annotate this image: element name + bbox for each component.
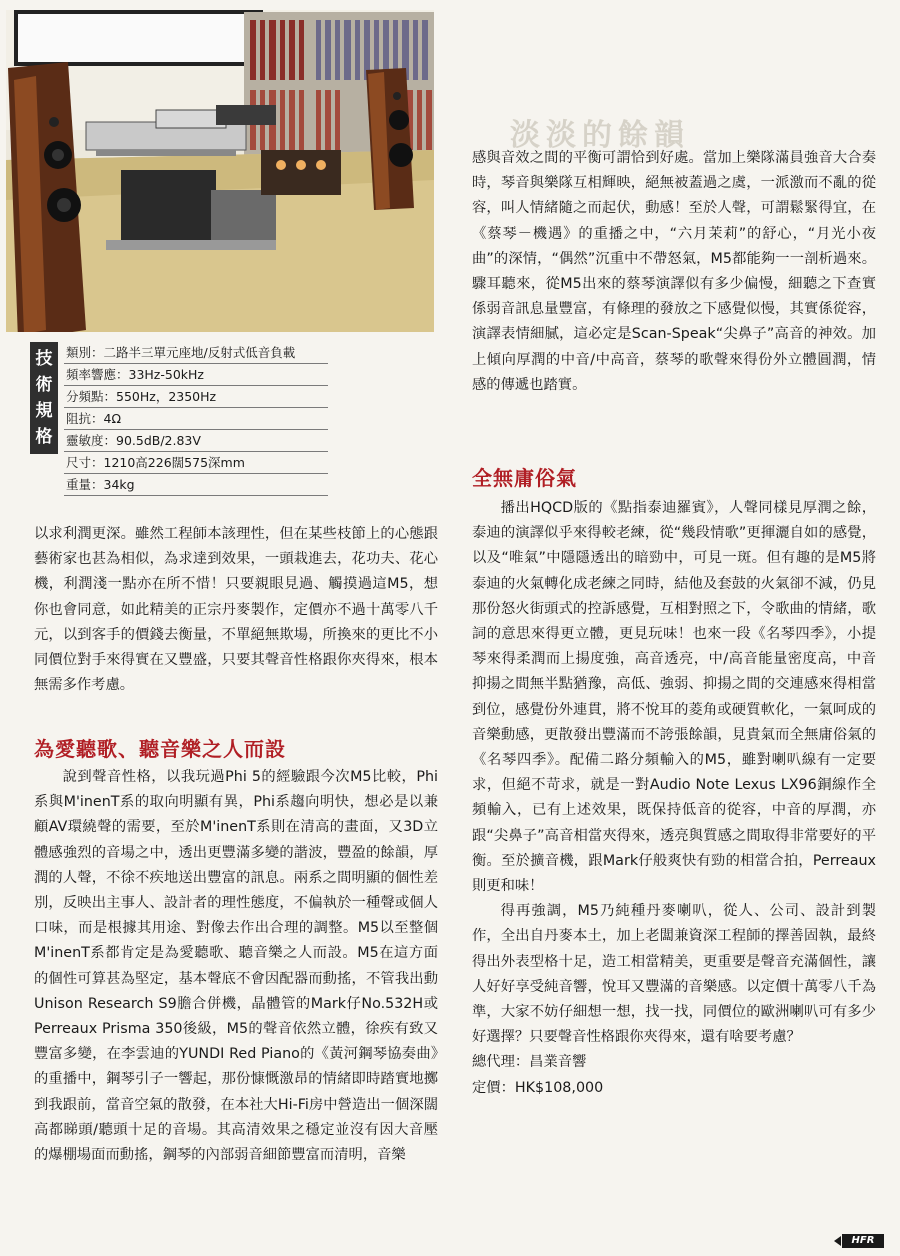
spec-list bbox=[64, 342, 328, 496]
spec-frequency: 頻率響應：33Hz-50kHz bbox=[64, 364, 328, 386]
listening-room-photo bbox=[6, 10, 434, 332]
paragraph: 得再強調，M5乃純種丹麥喇叭，從人、公司、設計到製作，全出自丹麥本土，加上老闆兼資深工程師的擇善固執，最終得出外表型格十足，造工相當精美，更重要是聲音充滿個性，讓人好好享受純音響，悅耳又豐滿的音樂感。以定價十萬零八千為準，大家不妨仔細想一想，找一找，同價位的歐洲喇叭可有多少好選擇？只要聲音性格跟你夾得來，還有啥要考慮？ bbox=[472, 903, 876, 1046]
spec-badge-char: 規 bbox=[35, 401, 53, 421]
left-body bbox=[34, 765, 438, 1168]
section-heading-left: 為愛聽歌、聽音樂之人而設 bbox=[34, 737, 286, 761]
spec-type: 類別：二路半三單元座地/反射式低音負載 bbox=[64, 342, 328, 364]
spec-badge-char: 術 bbox=[35, 375, 53, 395]
price-line: 定價：HK$108,000 bbox=[472, 1079, 604, 1096]
paragraph: 以求利潤更深。雖然工程師本該理性，但在某些枝節上的心態跟藝術家也甚為相似，為求達到效果，一頭栽進去，花功夫、花心機，利潤淺一點亦在所不惜！只要親眼見過、觸摸過這M5，想你也會同意，如此精美的正宗丹麥製作，定價亦不過十萬零八千元，以到客手的價錢去衡量，不單絕無欺場，所換來的更比不小同價位對手來得實在又豐盛，只要其聲音性格跟你夾得來，根本無需多作考慮。 bbox=[34, 526, 438, 694]
paragraph: 播出HQCD版的《點指泰迪羅賓》，人聲同樣見厚潤之餘，泰迪的演譯似乎來得較老練，從“幾段情歌”更揮灑自如的感覺，以及“唯氣”中隱隱透出的暗勁中，可見一斑。但有趣的是M5將泰迪的火氣轉化成老練之同時，結他及套鼓的火氣卻不減，仍見那份怒火街頭式的控訴感覺，互相對照之下，令歌曲的情緒，歌詞的意思來得更立體，更見玩味！也來一段《名琴四季》，小提琴來得柔潤而上揚度強，高音透亮，中/高音能量密度高，中音抑揚之間無半點猶豫，高低、強弱、抑揚之間的交連感來得相當到位，感覺份外連貫，將不悅耳的菱角或硬質軟化，一氣呵成的音樂動感，更散發出豐滿而不誇張餘韻，見貴氣而全無庸俗氣的《名琴四季》。配備二路分頻輸入的M5，雖對喇叭線有一定要求，但絕不苛求，就是一對Audio Note Lexus LX96銅線作全頻輸入，已有上述效果，既保持低音的從容，中音的厚潤，亦跟“尖鼻子”高音相當夾得來，透亮與質感之間取得非常要好的平衡。至於擴音機，跟Mark仔般爽快有勁的相當合拍，Perreaux則更和味！ bbox=[472, 500, 876, 895]
magazine-logo: HFR bbox=[842, 1234, 884, 1248]
tech-spec-box bbox=[30, 342, 330, 490]
section-heading-right: 全無庸俗氣 bbox=[472, 466, 577, 490]
right-body bbox=[472, 496, 876, 1101]
spec-badge-char: 格 bbox=[35, 427, 53, 447]
paragraph: 說到聲音性格，以我玩過Phi 5的經驗跟今次M5比較，Phi系與M'inenT系的取向明顯有異，Phi系趨向明快，想必是以兼顧AV環繞聲的需要，至於M'inenT系則在清高的畫面，又3D立體感強烈的音場之中，透出更豐滿多變的諧波，豐盈的餘韻，厚潤的人聲，不徐不疾地送出豐富的訊息。兩系之間明顯的個性差別，反映出主事人、設計者的理性態度，不偏執於一種聲或個人口味，而是根據其用途、對像去作出合理的調整。M5以至整個M'inenT系都肯定是為愛聽歌、聽音樂之人而設。M5在這方面的個性可算甚為堅定，基本聲底不會因配器而動搖，不管我出動Unison Research S9膽合併機，晶體管的Mark仔No.532H或Perreaux Prisma 350後級，M5的聲音依然立體，徐疾有致又豐富多變，在李雲迪的YUNDI Red Piano的《黃河鋼琴協奏曲》的重播中，鋼琴引子一響起，那份慷慨激昂的情緒即時踏實地擲到我跟前，當音空氣的散發，在本社大Hi-Fi房中營造出一個深闊高都睇頭/聽頭十足的音場。其高清效果之穩定並沒有因大音壓的爆棚場面而動搖，鋼琴的內部弱音細節豐富而清明，音樂 bbox=[34, 769, 438, 1164]
paragraph: 感與音效之間的平衡可謂恰到好處。當加上樂隊滿員強音大合奏時，琴音與樂隊互相輝映，絕無被蓋過之虞，一派激而不亂的從容，叫人情緒隨之而起伏，動感！至於人聲，可謂鬆緊得宜，在《蔡琴－機遇》的重播之中，“六月茉莉”的舒心，“月光小夜曲”的深情，“偶然”沉重中不帶怒氣，M5都能夠一一剖析過來。驟耳聽來，從M5出來的蔡琴演譯似有多少偏慢，細聽之下查實係弱音訊息量豐富，有條理的發放之下感覺似慢，其實係從容，演譯表情細膩，這必定是Scan-Speak“尖鼻子”高音的神效。加上傾向厚潤的中音/中高音，蔡琴的歌聲來得份外立體圓潤，情感的傳遞也踏實。 bbox=[472, 150, 876, 393]
right-top-paragraph bbox=[472, 146, 876, 398]
spec-badge-char: 技 bbox=[35, 349, 53, 369]
spec-sensitivity: 靈敏度：90.5dB/2.83V bbox=[64, 430, 328, 452]
spec-weight: 重量：34kg bbox=[64, 474, 328, 496]
arrow-icon bbox=[834, 1236, 841, 1246]
distributor-line: 總代理：昌業音響 bbox=[472, 1054, 587, 1071]
spec-crossover: 分頻點：550Hz，2350Hz bbox=[64, 386, 328, 408]
spec-badge bbox=[30, 342, 58, 454]
faded-title-text: 淡淡的餘韻 bbox=[510, 118, 690, 153]
left-intro-paragraph bbox=[34, 522, 438, 698]
spec-dimensions: 尺寸：1210高226闊575深mm bbox=[64, 452, 328, 474]
spec-impedance: 阻抗：4Ω bbox=[64, 408, 328, 430]
